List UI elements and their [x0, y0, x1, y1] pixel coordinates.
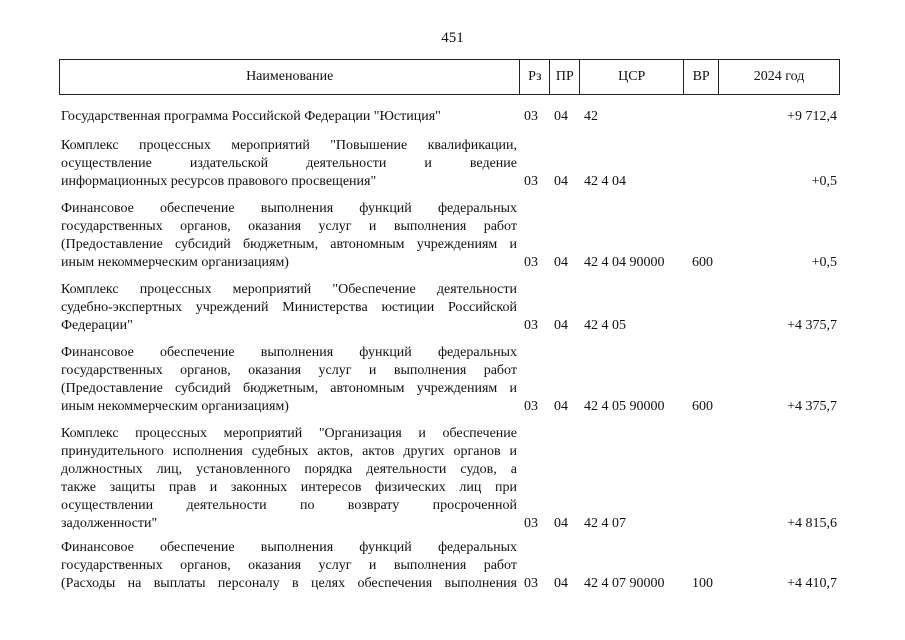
row-name: [61, 344, 517, 416]
row-name-line: должностных лиц, установленного порядка деятельности судов, а: [61, 462, 517, 477]
row-name: [61, 108, 517, 126]
row-rz: 03: [524, 318, 538, 333]
header-year: 2024 год: [719, 60, 840, 95]
row-csr: 42 4 07 90000: [584, 576, 665, 591]
row-name-line: принудительного исполнения судебных актов, актов других органов и: [61, 444, 517, 459]
row-rz: 03: [524, 576, 538, 591]
row-name-line: (Предоставление субсидий бюджетным, автономным учреждениям и: [61, 381, 517, 396]
row-pr: 04: [554, 109, 568, 124]
row-name-line: Комплекс процессных мероприятий "Обеспечение деятельности: [61, 282, 517, 297]
row-name-line: также защиты прав и законных интересов физических лиц при: [61, 480, 517, 495]
row-pr: 04: [554, 318, 568, 333]
row-name: [61, 137, 517, 191]
row-name: [61, 539, 517, 593]
row-name-line: осуществлении деятельности по возврату просроченной: [61, 498, 517, 513]
row-name-line: Финансовое обеспечение выполнения функций федеральных: [61, 345, 517, 360]
row-name-line: (Предоставление субсидий бюджетным, автономным учреждениям и: [61, 237, 517, 252]
header-pr: ПР: [550, 60, 580, 95]
row-name-line: иным некоммерческим организациям): [61, 399, 289, 414]
row-csr: 42 4 05: [584, 318, 626, 333]
row-name-line: судебно-экспертных учреждений Министерства юстиции Российской: [61, 300, 517, 315]
row-rz: 03: [524, 109, 538, 124]
row-name: [61, 200, 517, 272]
header-csr: ЦСР: [580, 60, 684, 95]
row-name-line: Финансовое обеспечение выполнения функций федеральных: [61, 201, 517, 216]
row-amount: +4 410,7: [787, 576, 837, 591]
row-vr: 600: [692, 255, 713, 270]
row-pr: 04: [554, 399, 568, 414]
row-csr: 42 4 05 90000: [584, 399, 665, 414]
row-vr: 100: [692, 576, 713, 591]
row-amount: +4 375,7: [787, 318, 837, 333]
row-name-line: государственных органов, оказания услуг и выполнения работ: [61, 558, 517, 573]
row-pr: 04: [554, 516, 568, 531]
table-header: [59, 59, 840, 95]
row-name-line: Комплекс процессных мероприятий "Повышение квалификации,: [61, 138, 517, 153]
row-name: [61, 425, 517, 533]
row-name: [61, 281, 517, 335]
header-vr: ВР: [684, 60, 719, 95]
row-csr: 42 4 07: [584, 516, 626, 531]
row-name-line: Финансовое обеспечение выполнения функций федеральных: [61, 540, 517, 555]
row-pr: 04: [554, 576, 568, 591]
row-amount: +0,5: [811, 174, 837, 189]
row-csr: 42: [584, 109, 598, 124]
row-amount: +4 375,7: [787, 399, 837, 414]
row-name-line: государственных органов, оказания услуг и выполнения работ: [61, 363, 517, 378]
header-name: Наименование: [60, 60, 520, 95]
row-amount: +4 815,6: [787, 516, 837, 531]
page-number: 451: [441, 30, 464, 46]
row-name-line: задолженности": [61, 516, 158, 531]
row-amount: +0,5: [811, 255, 837, 270]
row-amount: +9 712,4: [787, 109, 837, 124]
row-name-line: осуществление издательской деятельности и ведение: [61, 156, 517, 171]
row-rz: 03: [524, 516, 538, 531]
header-rz: Рз: [520, 60, 550, 95]
row-name-line: Государственная программа Российской Федерации "Юстиция": [61, 109, 441, 124]
row-name-line: государственных органов, оказания услуг и выполнения работ: [61, 219, 517, 234]
row-rz: 03: [524, 174, 538, 189]
row-vr: 600: [692, 399, 713, 414]
row-csr: 42 4 04: [584, 174, 626, 189]
row-name-line: иным некоммерческим организациям): [61, 255, 289, 270]
row-pr: 04: [554, 174, 568, 189]
row-pr: 04: [554, 255, 568, 270]
row-rz: 03: [524, 255, 538, 270]
row-name-line: (Расходы на выплаты персоналу в целях обеспечения выполнения: [61, 576, 517, 591]
row-name-line: Комплекс процессных мероприятий "Организация и обеспечение: [61, 426, 517, 441]
row-name-line: Федерации": [61, 318, 133, 333]
row-csr: 42 4 04 90000: [584, 255, 665, 270]
row-name-line: информационных ресурсов правового просвещения": [61, 174, 377, 189]
row-rz: 03: [524, 399, 538, 414]
